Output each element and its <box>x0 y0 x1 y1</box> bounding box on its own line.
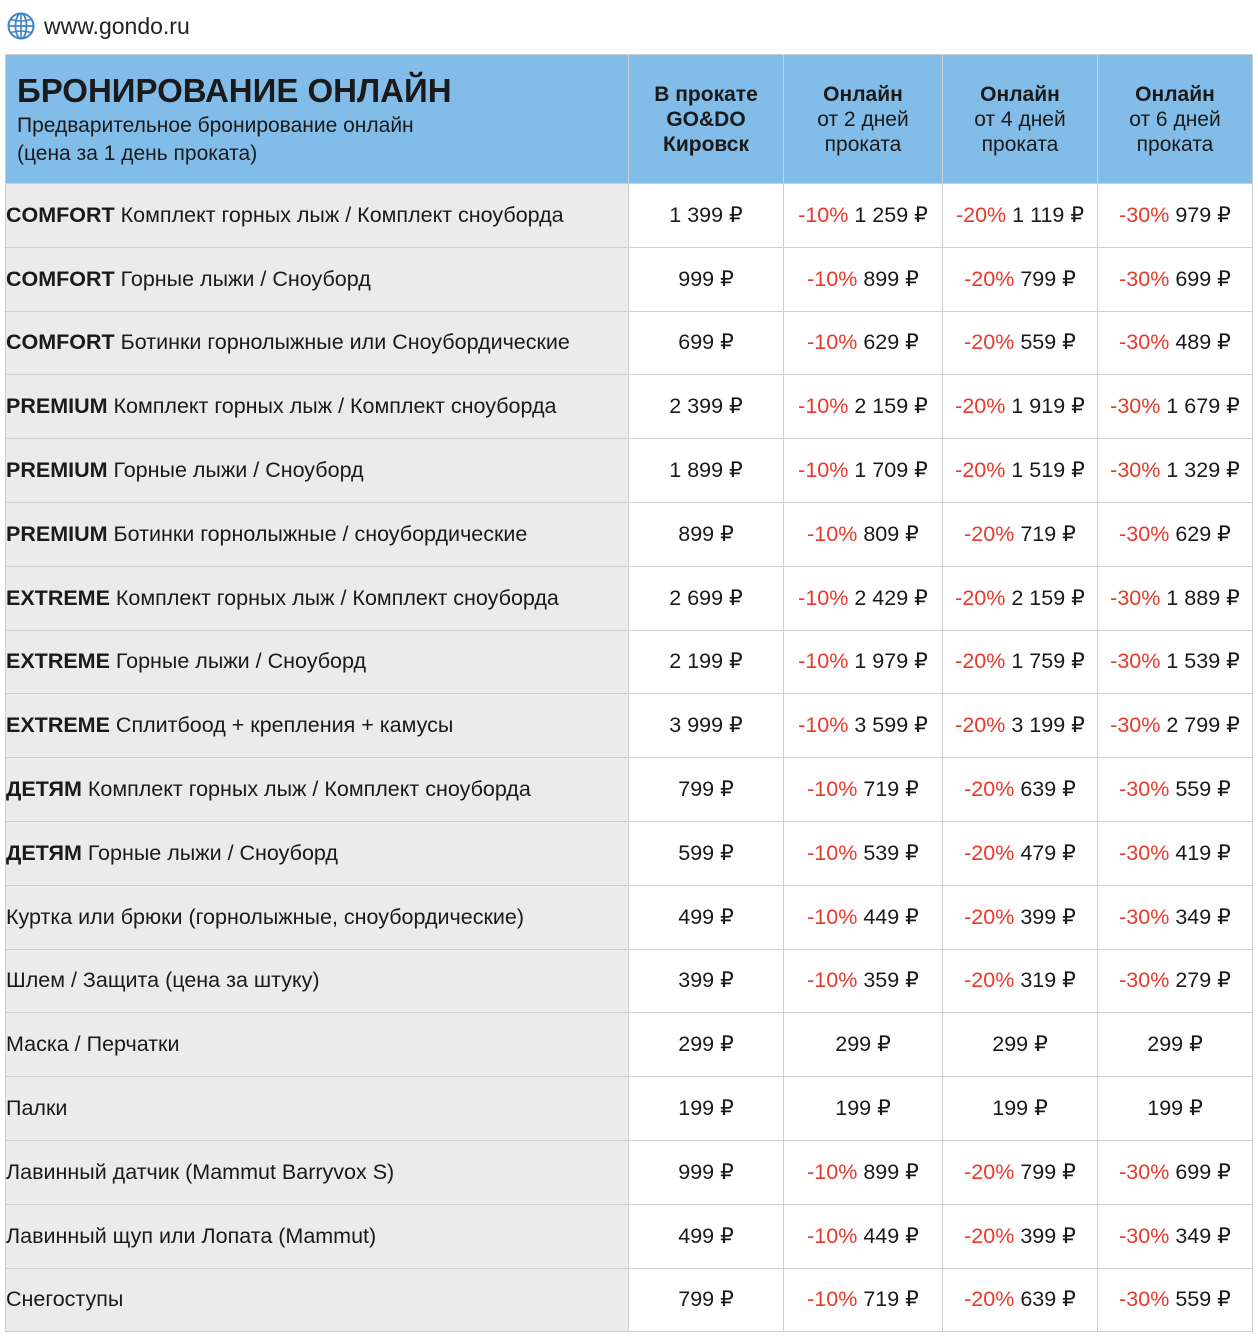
price-value: 1 759 ₽ <box>1005 649 1085 674</box>
price-value: 899 ₽ <box>857 1159 919 1184</box>
online-price-cell <box>943 247 1098 311</box>
table-row <box>6 1140 1253 1204</box>
item-name-cell <box>6 247 629 311</box>
price-value: 539 ₽ <box>857 840 919 865</box>
item-name-cell <box>6 439 629 503</box>
online-price-cell <box>1098 184 1253 248</box>
site-url: www.gondo.ru <box>44 12 190 39</box>
discount-label: -20% <box>955 713 1006 738</box>
item-name-cell <box>6 949 629 1013</box>
table-row <box>6 247 1253 311</box>
price-value: 319 ₽ <box>1014 968 1076 993</box>
online-price-cell <box>1098 1140 1253 1204</box>
item-name: Маска / Перчатки <box>6 1032 180 1057</box>
table-row <box>6 375 1253 439</box>
item-name-cell <box>6 758 629 822</box>
column-header-6-days <box>1098 55 1253 184</box>
discount-label: -20% <box>964 968 1015 993</box>
online-price-cell <box>1098 758 1253 822</box>
online-price-cell <box>1098 502 1253 566</box>
table-row <box>6 1077 1253 1141</box>
item-name: Горные лыжи / Сноуборд <box>114 266 371 291</box>
base-price-cell: 899 ₽ <box>629 502 784 566</box>
price-value: 809 ₽ <box>857 521 919 546</box>
price-value: 629 ₽ <box>857 330 919 355</box>
item-name: Куртка или брюки (горнолыжные, сноубордические) <box>6 904 524 929</box>
price-value: 3 199 ₽ <box>1005 713 1085 738</box>
discount-label: -30% <box>1119 840 1170 865</box>
price-value: 799 ₽ <box>1014 266 1076 291</box>
tier-label: PREMIUM <box>6 521 108 546</box>
table-row <box>6 821 1253 885</box>
discount-label: -20% <box>964 840 1015 865</box>
price-value: 719 ₽ <box>857 1287 919 1312</box>
column-header-line: Кировск <box>663 132 749 156</box>
discount-label: -20% <box>964 266 1015 291</box>
discount-label: -10% <box>798 649 849 674</box>
discount-label: -20% <box>964 1287 1015 1312</box>
item-name: Лавинный датчик (Mammut Barryvox S) <box>6 1159 395 1184</box>
discount-label: -10% <box>798 585 849 610</box>
item-name: Горные лыжи / Сноуборд <box>107 458 364 483</box>
title-cell <box>6 55 629 184</box>
online-price-cell <box>943 949 1098 1013</box>
price-value: 299 ₽ <box>1147 1032 1203 1057</box>
tier-label: COMFORT <box>6 330 115 355</box>
price-value: 559 ₽ <box>1014 330 1076 355</box>
item-name: Палки <box>6 1096 68 1121</box>
online-price-cell <box>1098 630 1253 694</box>
price-value: 449 ₽ <box>857 904 919 929</box>
tier-label: EXTREME <box>6 585 110 610</box>
discount-label: -10% <box>798 202 849 227</box>
item-name: Сплитбоод + крепления + камусы <box>109 713 454 738</box>
online-price-cell <box>784 311 943 375</box>
price-value: 639 ₽ <box>1014 777 1076 802</box>
discount-label: -20% <box>964 777 1015 802</box>
online-price-cell <box>943 311 1098 375</box>
item-name-cell <box>6 375 629 439</box>
price-value: 1 119 ₽ <box>1006 202 1085 227</box>
discount-label: -30% <box>1119 968 1170 993</box>
online-price-cell <box>784 1013 943 1077</box>
discount-label: -30% <box>1110 458 1161 483</box>
price-value: 2 159 ₽ <box>848 394 928 419</box>
online-price-cell <box>1098 247 1253 311</box>
base-price-cell: 499 ₽ <box>629 885 784 949</box>
base-price-cell: 599 ₽ <box>629 821 784 885</box>
item-name: Комплект горных лыж / Комплект сноуборда <box>81 777 531 802</box>
discount-label: -20% <box>955 394 1006 419</box>
price-value: 719 ₽ <box>857 777 919 802</box>
base-price-cell: 499 ₽ <box>629 1204 784 1268</box>
online-price-cell <box>1098 566 1253 630</box>
header-row <box>6 55 1253 184</box>
base-price-cell: 799 ₽ <box>629 758 784 822</box>
discount-label: -30% <box>1119 330 1170 355</box>
online-price-cell <box>1098 439 1253 503</box>
online-price-cell <box>1098 1204 1253 1268</box>
tier-label: PREMIUM <box>6 394 108 419</box>
online-price-cell <box>943 566 1098 630</box>
tier-label: ДЕТЯМ <box>6 840 82 865</box>
discount-label: -30% <box>1119 904 1170 929</box>
online-price-cell <box>943 439 1098 503</box>
price-value: 799 ₽ <box>1014 1159 1076 1184</box>
table-row <box>6 1204 1253 1268</box>
price-value: 199 ₽ <box>1147 1096 1203 1121</box>
online-price-cell <box>784 821 943 885</box>
price-value: 639 ₽ <box>1014 1287 1076 1312</box>
item-name-cell <box>6 885 629 949</box>
price-value: 349 ₽ <box>1169 1223 1231 1248</box>
discount-label: -30% <box>1119 777 1170 802</box>
discount-label: -10% <box>807 777 858 802</box>
discount-label: -30% <box>1119 202 1170 227</box>
tier-label: COMFORT <box>6 266 115 291</box>
price-value: 479 ₽ <box>1014 840 1076 865</box>
online-price-cell <box>1098 885 1253 949</box>
price-value: 279 ₽ <box>1169 968 1231 993</box>
base-price-cell: 999 ₽ <box>629 1140 784 1204</box>
base-price-cell: 2 199 ₽ <box>629 630 784 694</box>
column-header-line: проката <box>981 132 1059 156</box>
price-value: 979 ₽ <box>1169 202 1231 227</box>
discount-label: -20% <box>964 904 1015 929</box>
item-name: Ботинки горнолыжные / сноубордические <box>107 521 528 546</box>
price-value: 1 979 ₽ <box>848 649 928 674</box>
column-header-line: Онлайн <box>1135 82 1215 106</box>
price-value: 1 679 ₽ <box>1160 394 1240 419</box>
price-value: 559 ₽ <box>1169 1287 1231 1312</box>
online-price-cell <box>784 1077 943 1141</box>
price-value: 419 ₽ <box>1169 840 1231 865</box>
online-price-cell <box>784 1140 943 1204</box>
item-name-cell <box>6 502 629 566</box>
item-name: Лавинный щуп или Лопата (Mammut) <box>6 1223 377 1248</box>
discount-label: -30% <box>1110 713 1161 738</box>
discount-label: -10% <box>807 521 858 546</box>
price-value: 359 ₽ <box>857 968 919 993</box>
online-price-cell <box>1098 1268 1253 1332</box>
base-price-cell: 1 399 ₽ <box>629 184 784 248</box>
price-value: 899 ₽ <box>857 266 919 291</box>
discount-label: -30% <box>1119 266 1170 291</box>
price-value: 1 919 ₽ <box>1005 394 1085 419</box>
item-name: Комплект горных лыж / Комплект сноуборда <box>114 202 564 227</box>
price-value: 699 ₽ <box>1169 1159 1231 1184</box>
tier-label: ДЕТЯМ <box>6 777 82 802</box>
price-value: 1 539 ₽ <box>1160 649 1240 674</box>
online-price-cell <box>943 1013 1098 1077</box>
online-price-cell <box>784 566 943 630</box>
base-price-cell: 2 399 ₽ <box>629 375 784 439</box>
price-value: 719 ₽ <box>1014 521 1076 546</box>
price-value: 3 599 ₽ <box>848 713 928 738</box>
column-header-line: Онлайн <box>980 82 1060 106</box>
page-subtitle-line2: (цена за 1 день проката) <box>17 141 258 165</box>
price-value: 489 ₽ <box>1169 330 1231 355</box>
online-price-cell <box>784 1204 943 1268</box>
price-value: 349 ₽ <box>1169 904 1231 929</box>
table-row <box>6 949 1253 1013</box>
page-title: БРОНИРОВАНИЕ ОНЛАЙН <box>17 71 452 109</box>
discount-label: -10% <box>807 968 858 993</box>
online-price-cell <box>943 1268 1098 1332</box>
item-name-cell <box>6 1268 629 1332</box>
online-price-cell <box>1098 1013 1253 1077</box>
table-row <box>6 184 1253 248</box>
item-name: Ботинки горнолыжные или Сноубордические <box>114 330 570 355</box>
globe-icon <box>6 11 36 41</box>
discount-label: -10% <box>807 1159 858 1184</box>
table-row <box>6 694 1253 758</box>
table-row <box>6 311 1253 375</box>
discount-label: -20% <box>964 330 1015 355</box>
site-link[interactable] <box>6 11 190 41</box>
item-name: Шлем / Защита (цена за штуку) <box>6 968 320 993</box>
price-table <box>5 54 1253 1332</box>
discount-label: -10% <box>807 1223 858 1248</box>
tier-label: COMFORT <box>6 202 115 227</box>
price-value: 399 ₽ <box>1014 904 1076 929</box>
column-header-line: проката <box>824 132 902 156</box>
discount-label: -10% <box>798 394 849 419</box>
table-row <box>6 502 1253 566</box>
table-row <box>6 566 1253 630</box>
table-body <box>6 184 1253 1332</box>
price-value: 1 889 ₽ <box>1160 585 1240 610</box>
online-price-cell <box>943 502 1098 566</box>
base-price-cell: 3 999 ₽ <box>629 694 784 758</box>
price-value: 1 519 ₽ <box>1005 458 1085 483</box>
online-price-cell <box>1098 694 1253 758</box>
base-price-cell: 799 ₽ <box>629 1268 784 1332</box>
discount-label: -20% <box>964 1223 1015 1248</box>
online-price-cell <box>784 949 943 1013</box>
discount-label: -30% <box>1119 1223 1170 1248</box>
online-price-cell <box>784 694 943 758</box>
discount-label: -20% <box>964 1159 1015 1184</box>
column-header-store <box>629 55 784 184</box>
base-price-cell: 399 ₽ <box>629 949 784 1013</box>
table-row <box>6 630 1253 694</box>
online-price-cell <box>784 758 943 822</box>
tier-label: EXTREME <box>6 649 110 674</box>
online-price-cell <box>784 375 943 439</box>
price-value: 199 ₽ <box>992 1096 1048 1121</box>
price-value: 1 259 ₽ <box>848 202 928 227</box>
online-price-cell <box>784 630 943 694</box>
column-header-2-days <box>784 55 943 184</box>
discount-label: -10% <box>798 458 849 483</box>
online-price-cell <box>943 758 1098 822</box>
online-price-cell <box>784 502 943 566</box>
online-price-cell <box>943 1140 1098 1204</box>
item-name-cell <box>6 311 629 375</box>
table-row <box>6 885 1253 949</box>
discount-label: -10% <box>798 713 849 738</box>
online-price-cell <box>1098 821 1253 885</box>
item-name-cell <box>6 821 629 885</box>
online-price-cell <box>1098 375 1253 439</box>
discount-label: -30% <box>1119 1287 1170 1312</box>
online-price-cell <box>784 247 943 311</box>
online-price-cell <box>1098 1077 1253 1141</box>
discount-label: -20% <box>955 649 1006 674</box>
item-name-cell <box>6 1013 629 1077</box>
discount-label: -30% <box>1119 521 1170 546</box>
price-value: 299 ₽ <box>835 1032 891 1057</box>
online-price-cell <box>784 184 943 248</box>
discount-label: -20% <box>955 458 1006 483</box>
discount-label: -30% <box>1110 585 1161 610</box>
item-name: Горные лыжи / Сноуборд <box>109 649 366 674</box>
discount-label: -10% <box>807 904 858 929</box>
table-row <box>6 1268 1253 1332</box>
base-price-cell: 2 699 ₽ <box>629 566 784 630</box>
discount-label: -20% <box>964 521 1015 546</box>
price-value: 559 ₽ <box>1169 777 1231 802</box>
tier-label: EXTREME <box>6 713 110 738</box>
price-value: 699 ₽ <box>1169 266 1231 291</box>
price-value: 399 ₽ <box>1014 1223 1076 1248</box>
online-price-cell <box>784 885 943 949</box>
online-price-cell <box>943 375 1098 439</box>
column-header-line: GO&DO <box>666 107 746 131</box>
price-value: 2 159 ₽ <box>1005 585 1085 610</box>
price-value: 1 329 ₽ <box>1160 458 1240 483</box>
discount-label: -20% <box>955 585 1006 610</box>
price-value: 449 ₽ <box>857 1223 919 1248</box>
online-price-cell <box>943 1077 1098 1141</box>
price-value: 2 799 ₽ <box>1160 713 1240 738</box>
item-name: Комплект горных лыж / Комплект сноуборда <box>107 394 557 419</box>
online-price-cell <box>943 1204 1098 1268</box>
discount-label: -20% <box>955 202 1007 227</box>
online-price-cell <box>943 630 1098 694</box>
item-name-cell <box>6 1077 629 1141</box>
column-header-line: В прокате <box>654 82 758 106</box>
item-name-cell <box>6 630 629 694</box>
table-row <box>6 1013 1253 1077</box>
online-price-cell <box>943 184 1098 248</box>
discount-label: -10% <box>807 1287 858 1312</box>
item-name-cell <box>6 694 629 758</box>
price-value: 199 ₽ <box>835 1096 891 1121</box>
column-header-line: от 6 дней <box>1129 107 1221 131</box>
column-header-line: от 2 дней <box>817 107 909 131</box>
price-value: 2 429 ₽ <box>848 585 928 610</box>
online-price-cell <box>1098 949 1253 1013</box>
column-header-line: от 4 дней <box>974 107 1066 131</box>
discount-label: -10% <box>807 266 858 291</box>
price-value: 299 ₽ <box>992 1032 1048 1057</box>
table-row <box>6 439 1253 503</box>
column-header-line: Онлайн <box>823 82 903 106</box>
table-row <box>6 758 1253 822</box>
item-name: Комплект горных лыж / Комплект сноуборда <box>109 585 559 610</box>
base-price-cell: 299 ₽ <box>629 1013 784 1077</box>
column-header-line: проката <box>1136 132 1214 156</box>
item-name-cell <box>6 1140 629 1204</box>
item-name: Снегоступы <box>6 1287 124 1312</box>
discount-label: -30% <box>1110 649 1161 674</box>
discount-label: -30% <box>1119 1159 1170 1184</box>
online-price-cell <box>943 885 1098 949</box>
price-value: 629 ₽ <box>1169 521 1231 546</box>
column-header-4-days <box>943 55 1098 184</box>
base-price-cell: 1 899 ₽ <box>629 439 784 503</box>
item-name-cell <box>6 1204 629 1268</box>
online-price-cell <box>1098 311 1253 375</box>
item-name-cell <box>6 566 629 630</box>
item-name-cell <box>6 184 629 248</box>
page-subtitle-line1: Предварительное бронирование онлайн <box>17 113 414 137</box>
online-price-cell <box>784 439 943 503</box>
online-price-cell <box>943 821 1098 885</box>
discount-label: -10% <box>807 840 858 865</box>
online-price-cell <box>943 694 1098 758</box>
price-value: 1 709 ₽ <box>848 458 928 483</box>
discount-label: -30% <box>1110 394 1161 419</box>
discount-label: -10% <box>807 330 858 355</box>
online-price-cell <box>784 1268 943 1332</box>
item-name: Горные лыжи / Сноуборд <box>81 840 338 865</box>
tier-label: PREMIUM <box>6 458 108 483</box>
base-price-cell: 699 ₽ <box>629 311 784 375</box>
base-price-cell: 199 ₽ <box>629 1077 784 1141</box>
base-price-cell: 999 ₽ <box>629 247 784 311</box>
